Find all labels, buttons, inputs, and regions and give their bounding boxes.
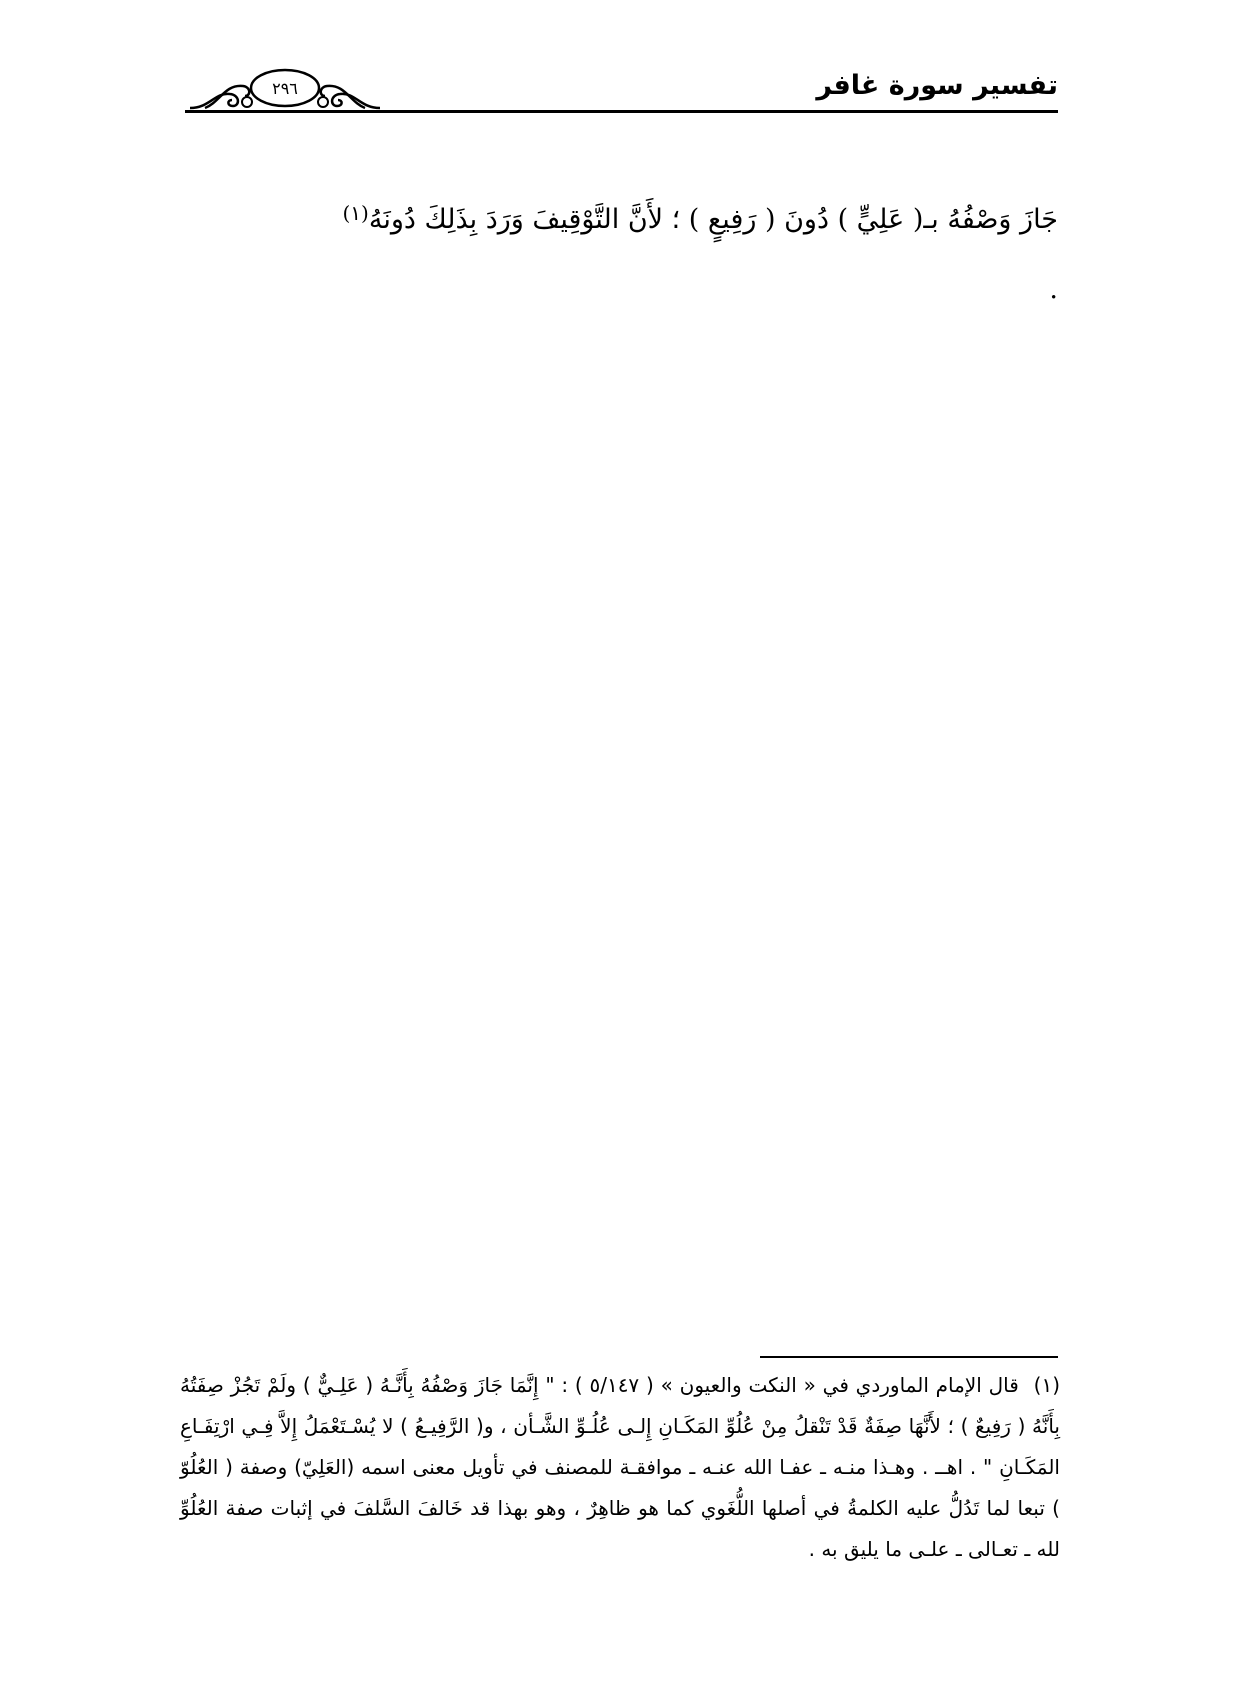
sentence-end-mark: . xyxy=(1049,274,1058,305)
page-number: ٢٩٦ xyxy=(272,79,298,98)
footnote-separator xyxy=(760,1356,1058,1358)
footnote-reference: (١) xyxy=(342,201,369,225)
page-number-ornament xyxy=(185,62,385,114)
body-paragraph: جَازَ وَصْفُهُ بـ( عَلِيٍّ ) دُونَ ( رَفِيعٍ ) ؛ لأَنَّ التَّوْقِيفَ وَرَدَ بِذَلِكَ دُونَهُ xyxy=(368,204,1058,235)
footnote-text: قال الإمام الماوردي في « النكت والعيون » ( ٥/١٤٧ ) : " إِنَّمَا جَازَ وَصْفُهُ بِأَنَّـهُ ( عَلِـيٌّ ) ولَمْ تَجُزْ صِفَتُهُ بِأَنَّهُ ( رَفِيعٌ ) ؛ لأَنَّهَا صِفَةٌ قَدْ تَنْقلُ مِنْ عُلُوِّ المَكَـانِ إِلـى عُلُـوِّ الشَّـأن ، و( الرَّفِيـعُ ) لا يُسْـتَعْمَلُ إِلاَّ فِـي ارْتِفَـاعِ المَكَـانِ " . اهــ . وهـذا منـه ـ عفـا الله عنـه ـ موافقـة للمصنف في تأويل معنى اسمه (العَلِيّ) وصفة ( العُلُوّ ) تبعا لما تَدُلُّ عليه الكلمةُ في أصلها اللُّغَوي كما هو ظاهِرٌ ، وهو بهذا قد خَالفَ السَّلفَ في إثبات صفة العُلُوِّ لله ـ تعـالى ـ علـى ما يليق به . xyxy=(180,1373,1060,1561)
running-title: تفسير سورة غافر xyxy=(816,70,1058,101)
body-text xyxy=(188,178,1058,325)
footnote xyxy=(180,1365,1060,1570)
footnote-marker: (١) xyxy=(1033,1373,1060,1397)
header-rule xyxy=(185,110,1058,113)
